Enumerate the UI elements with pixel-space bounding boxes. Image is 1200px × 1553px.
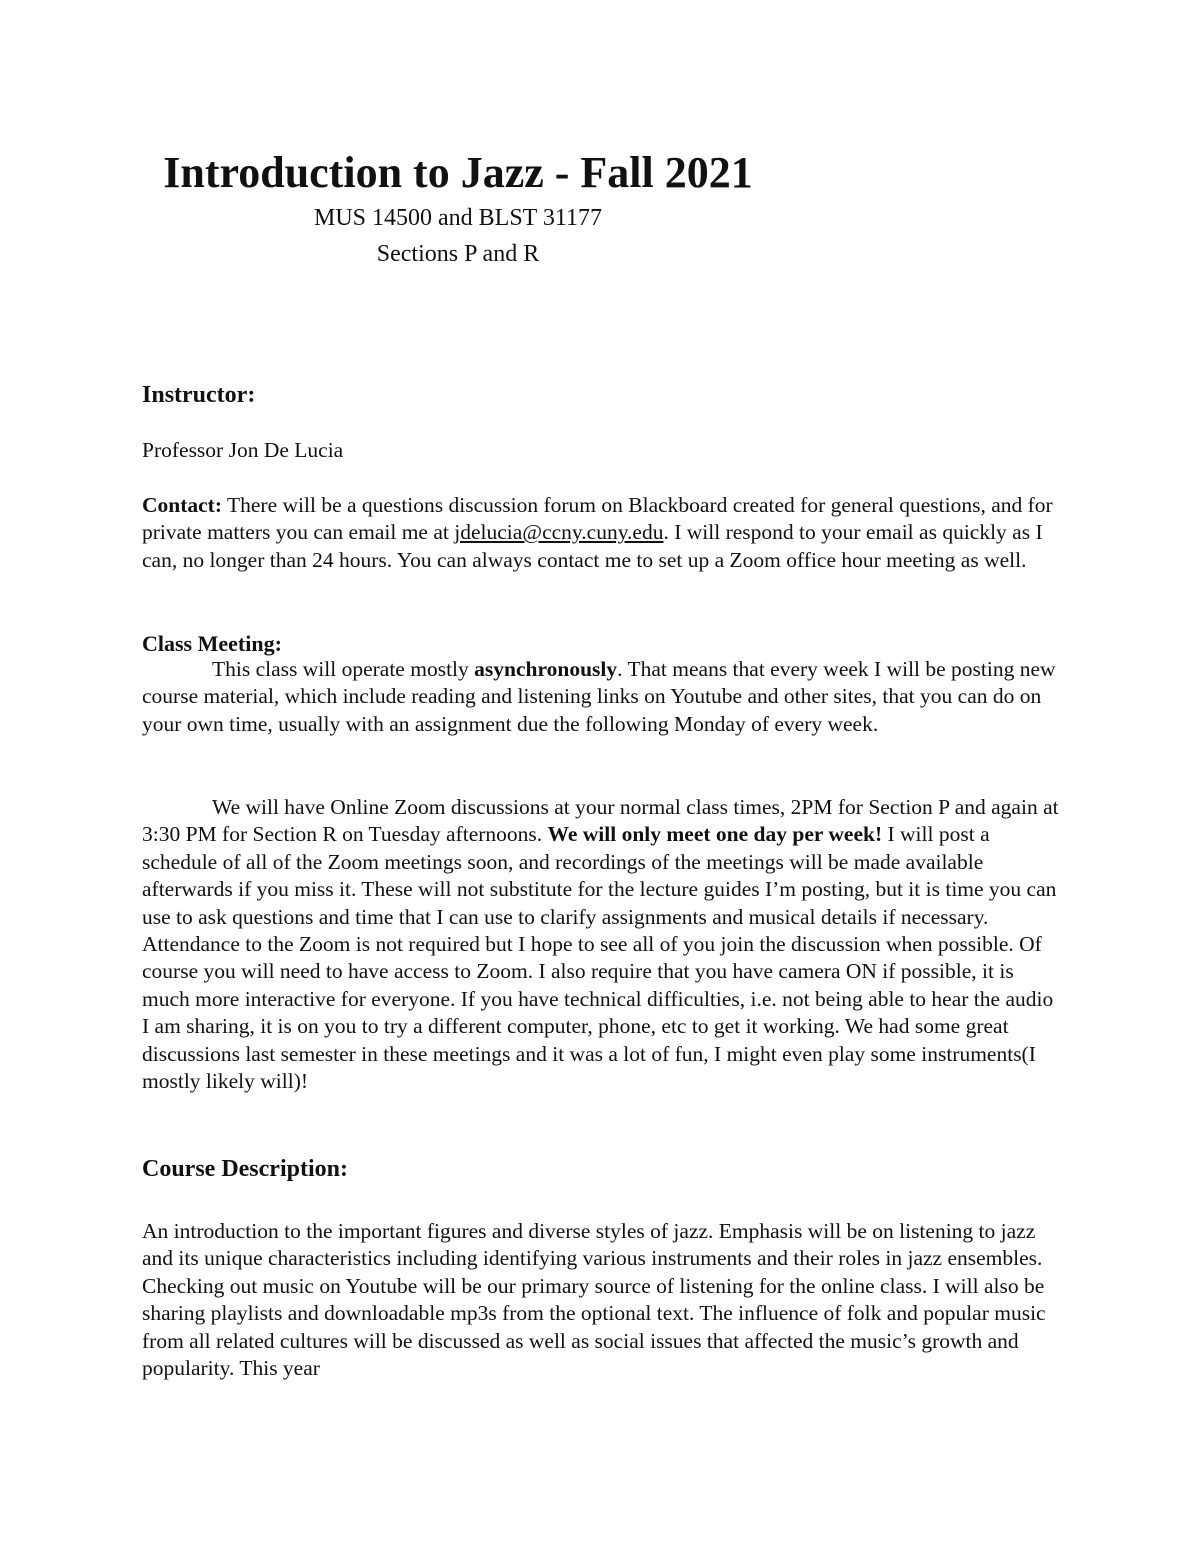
class-meeting-paragraph-2	[142, 794, 1062, 1095]
contact-text-after: . I will respond to your email as quickly as I can, no longer than 24 hours. You can always contact me to set up a Zoom office hour meeting as well.	[142, 520, 1043, 572]
p2-text-after: I will post a schedule of all of the Zoom meetings soon, and recordings of the meetings will be made available afterwards if you miss it. These will not substitute for the lecture guides I’m posting, but it is time you can use to ask questions and time that I can use to clarify assignments and musical details if necessary. Attendance to the Zoom is not required but I hope to see all of you join the discussion when possible. Of course you will need to have access to Zoom. I also require that you have camera ON if possible, it is much more interactive for everyone. If you have technical difficulties, i.e. not being able to hear the audio I am sharing, it is on you to try a different computer, phone, etc to get it working. We had some great discussions last semester in these meetings and it was a lot of fun, I might even play some instruments(I mostly likely will)!	[142, 822, 1057, 1094]
course-description-paragraph: An introduction to the important figures and diverse styles of jazz. Emphasis will be on listening to jazz and its unique characteristics including identifying various instruments and their roles in jazz ensembles. Checking out music on Youtube will be our primary source of listening for the online class. I will also be sharing playlists and downloadable mp3s from the optional text. The influence of folk and popular music from all related cultures will be discussed as well as social issues that affected the music’s growth and popularity. This year	[142, 1219, 1046, 1381]
course-description-heading: Course Description:	[142, 1156, 348, 1182]
contact-paragraph	[142, 492, 1062, 574]
p2-bold-meeting-note: We will only meet one day per week!	[547, 822, 883, 847]
class-meeting-heading: Class Meeting:	[142, 631, 282, 656]
p1-bold-asynchronously: asynchronously	[474, 657, 618, 681]
p2-text-before: We will have Online Zoom discussions at your normal class times, 2PM for Section P and again at 3:30 PM for Section R on Tuesday afternoons.	[142, 795, 1059, 847]
course-sections: Sections P and R	[376, 241, 540, 267]
email-link[interactable]: jdelucia@ccny.cuny.edu	[454, 520, 664, 545]
p1-text-before: This class will operate mostly	[212, 657, 475, 681]
p1-text-after: . That means that every week I will be posting new course material, which include reading and listening links on Youtube and other sites, that you can do on your own time, usually with an assignment due the following Monday of every week.	[142, 657, 1056, 736]
page-title: Introduction to Jazz - Fall 2021	[163, 148, 753, 197]
instructor-name: Professor Jon De Lucia	[142, 438, 344, 462]
class-meeting-paragraph-1	[142, 656, 1062, 738]
contact-label: Contact:	[142, 493, 223, 517]
contact-text-before: There will be a questions discussion forum on Blackboard created for general questions, and for private matters you can email me at	[142, 493, 1053, 545]
course-codes: MUS 14500 and BLST 31177	[313, 205, 603, 231]
instructor-heading: Instructor:	[142, 382, 256, 408]
